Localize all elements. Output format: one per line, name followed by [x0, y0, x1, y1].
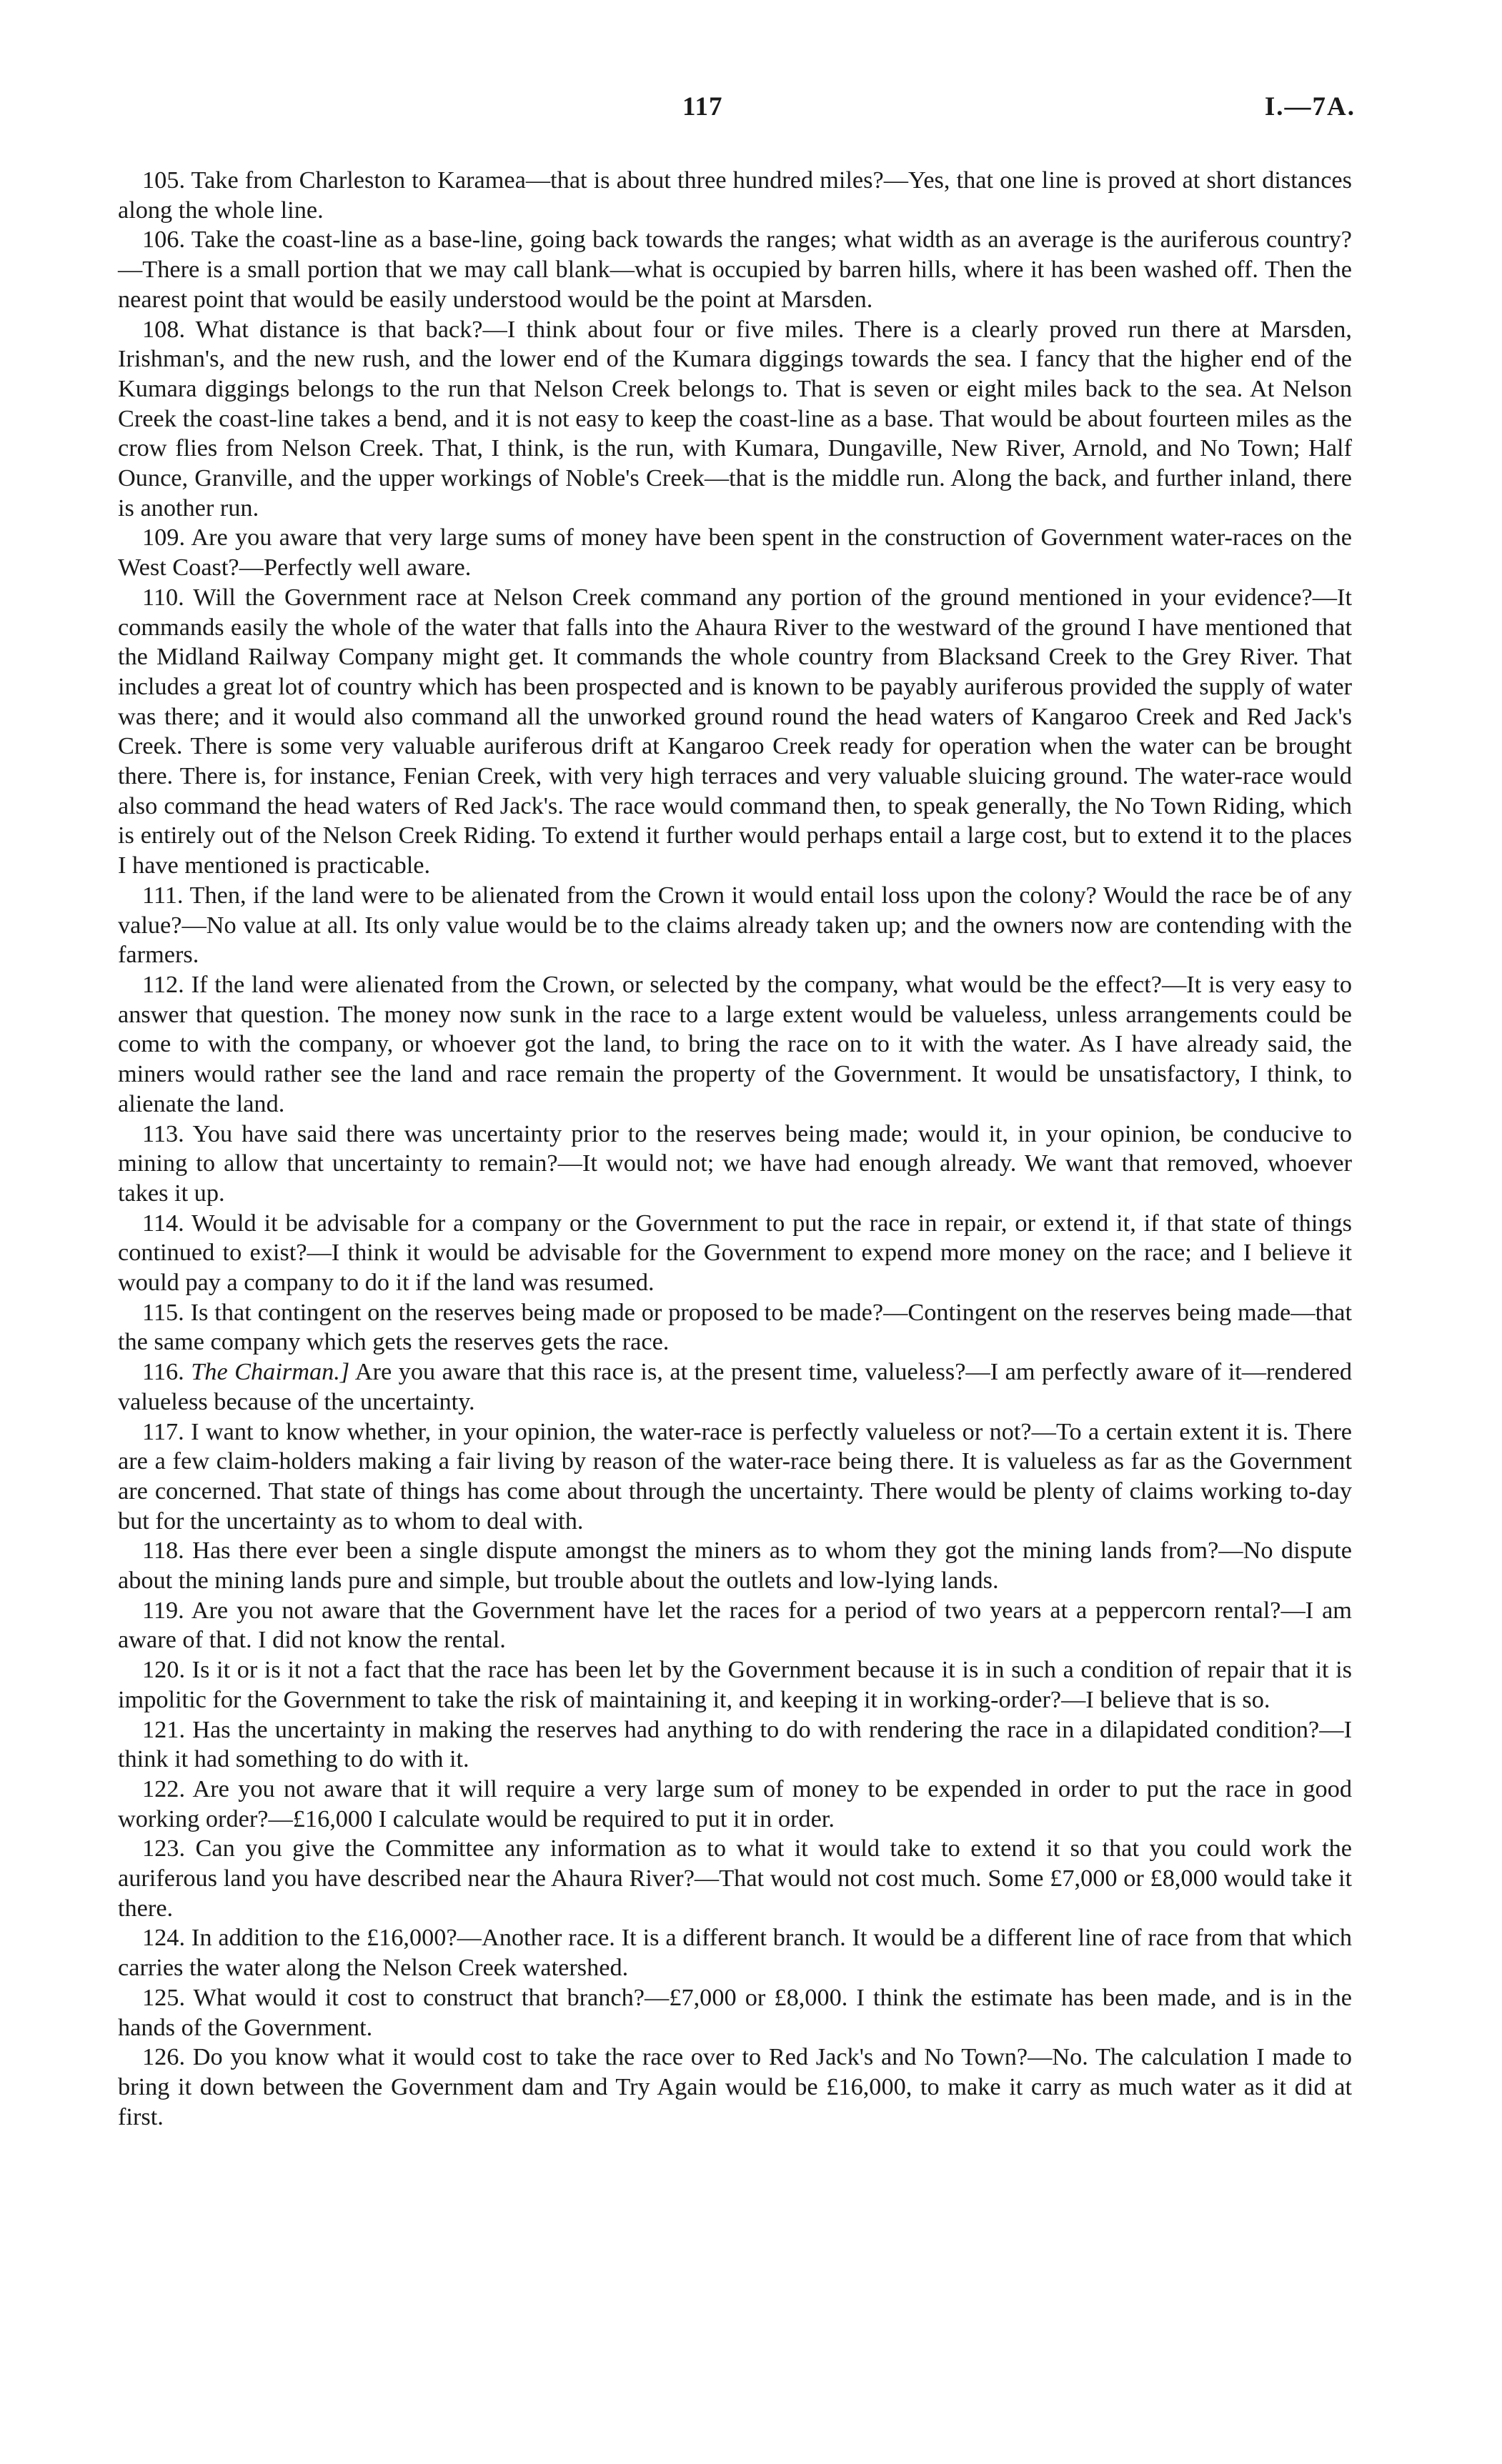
question-number: 125. [142, 1983, 186, 2011]
question-number: 124. [142, 1924, 186, 1952]
paragraph-text: Has the uncertainty in making the reserves had anything to do with rendering the race in a dilapidated condition?—I think it had something to do with it. [118, 1715, 1353, 1773]
paragraph-108 [118, 315, 1352, 524]
paragraph-text: Is that contingent on the reserves being made or proposed to be made?—Contingent on the reserves being made—that the same company which gets the reserves gets the race. [118, 1298, 1352, 1356]
paragraph-text: Will the Government race at Nelson Creek command any portion of the ground mentioned in your evidence?—It commands easily the whole of the water that falls into the Ahaura River to the westward of the ground I have mentioned that the Midland Railway Company might get. It commands the whole country from Blacksand Creek to the Grey River. That includes a great lot of country which has been prospected and is known to be payably auriferous provided the supply of water was there; and it would also command all the unworked ground round the head waters of Kangaroo Creek and Red Jack's Creek. There is some very valuable auriferous drift at Kangaroo Creek ready for operation when the water can be brought there. There is, for instance, Fenian Creek, with very high terraces and very valuable sluicing ground. The water-race would also command the head waters of Red Jack's. The race would command then, to speak generally, the No Town Riding, which is entirely out of the Nelson Creek Riding. To extend it further would perhaps entail a large cost, but to extend it to the places I have mentioned is practicable. [118, 583, 1352, 879]
paragraph-111 [118, 881, 1352, 970]
paragraph-110 [118, 583, 1352, 881]
paragraph-text: In addition to the £16,000?—Another race. It is a different branch. It would be a different line of race from that which carries the water along the Nelson Creek watershed. [118, 1924, 1353, 1982]
question-number: 105. [142, 166, 186, 194]
paragraph-text: Do you know what it would cost to take the race over to Red Jack's and No Town?—No. The calculation I made to bring it down between the Government dam and Try Again would be £16,000, to make it carry as much water as it did at first. [118, 2043, 1353, 2130]
question-number: 126. [142, 2043, 186, 2071]
question-number: 118. [142, 1537, 184, 1565]
question-number: 108. [142, 315, 186, 343]
paragraph-125 [118, 1983, 1352, 2042]
question-number: 114. [142, 1209, 184, 1237]
document-reference: I.—7A. [1264, 92, 1356, 121]
paragraph-text: Can you give the Committee any information as to what it would take to extend it so that you could work the auriferous land you have described near the Ahaura River?—That would not cost much. Some £7,000 or £8,000 would take it there. [118, 1835, 1352, 1922]
question-number: 111. [142, 881, 184, 909]
paragraph-text: Has there ever been a single dispute amongst the miners as to whom they got the mining lands from?—No dispute about the mining lands pure and simple, but trouble about the outlets and low-lying lands. [118, 1537, 1352, 1595]
paragraph-118 [118, 1536, 1352, 1595]
paragraph-text: I want to know whether, in your opinion, the water-race is perfectly valueless or not?—To a certain extent it is. There are a few claim-holders making a fair living by reason of the water-race being there. It is valueless as far as the Government are concerned. That state of things has come about through the uncertainty. There would be plenty of claims working to-day but for the uncertainty as to whom to deal with. [118, 1417, 1352, 1535]
paragraph-113 [118, 1119, 1352, 1209]
paragraph-text: If the land were alienated from the Crown, or selected by the company, what would be the effect?—It is very easy to answer that question. The money now sunk in the race to a large extent would be valueless, unless arrangements could be come to with the company, or whoever got the land, to bring the race on to it with the water. As I have already said, the miners would rather see the land and race remain the property of the Government. It would be unsatisfactory, I think, to alienate the land. [118, 970, 1352, 1117]
evidence-text [118, 166, 1352, 2132]
paragraph-115 [118, 1298, 1352, 1357]
paragraph-text: Take from Charleston to Karamea—that is about three hundred miles?—Yes, that one line is proved at short distances along the whole line. [118, 166, 1352, 224]
question-number: 110. [142, 583, 184, 611]
question-number: 113. [142, 1119, 184, 1147]
speaker-label: The Chairman.] [191, 1358, 350, 1386]
paragraph-text: Are you not aware that the Government have let the races for a period of two years at a peppercorn rental?—I am aware of that. I did not know the rental. [118, 1596, 1352, 1654]
paragraph-text: Then, if the land were to be alienated from the Crown it would entail loss upon the colony? Would the race be of any value?—No value at all. Its only value would be to the claims already taken up; and the owners now are contending with the farmers. [118, 881, 1352, 969]
paragraph-123 [118, 1834, 1352, 1923]
question-number: 121. [142, 1715, 186, 1743]
question-number: 120. [142, 1656, 186, 1684]
paragraph-124 [118, 1923, 1352, 1982]
question-number: 116. [142, 1358, 184, 1386]
paragraph-117 [118, 1417, 1352, 1537]
question-number: 117. [142, 1417, 184, 1445]
paragraph-text: What distance is that back?—I think about four or five miles. There is a clearly proved run there at Marsden, Irishman's, and the new rush, and the lower end of the Kumara diggings towards the sea. I fancy that the higher end of the Kumara diggings belongs to the run that Nelson Creek belongs to. That is seven or eight miles back to the sea. At Nelson Creek the coast-line takes a bend, and it is not easy to keep the coast-line as a base. That would be about fourteen miles as the crow flies from Nelson Creek. That, I think, is the run, with Kumara, Dungaville, New River, Arnold, and No Town; Half Ounce, Granville, and the upper workings of Noble's Creek—that is the middle run. Along the back, and further inland, there is another run. [118, 315, 1352, 522]
question-number: 106. [142, 226, 186, 254]
paragraph-text: What would it cost to construct that branch?—£7,000 or £8,000. I think the estimate has been made, and is in the hands of the Government. [118, 1983, 1352, 2041]
paragraph-text: Are you aware that very large sums of money have been spent in the construction of Government water-races on the West Coast?—Perfectly well aware. [118, 524, 1352, 582]
paragraph-120 [118, 1655, 1352, 1715]
question-number: 112. [142, 970, 184, 998]
paragraph-121 [118, 1715, 1352, 1775]
paragraph-105 [118, 166, 1352, 225]
paragraph-text: Are you aware that this race is, at the present time, valueless?—I am perfectly aware of it—rendered valueless because of the uncertainty. [118, 1358, 1353, 1415]
question-number: 122. [142, 1775, 186, 1802]
paragraph-text: Take the coast-line as a base-line, going back towards the ranges; what width as an average is the auriferous country?—There is a small portion that we may call blank—what is occupied by barren hills, where it has been washed off. Then the nearest point that would be easily understood would be the point at Marsden. [118, 226, 1352, 313]
paragraph-text: You have said there was uncertainty prior to the reserves being made; would it, in your opinion, be conducive to mining to allow that uncertainty to remain?—It would not; we have had enough already. We want that removed, whoever takes it up. [118, 1119, 1352, 1207]
paragraph-text: Are you not aware that it will require a very large sum of money to be expended in order to put the race in good working order?—£16,000 I calculate would be required to put it in order. [118, 1775, 1352, 1832]
paragraph-122 [118, 1775, 1352, 1834]
paragraph-112 [118, 970, 1352, 1119]
question-number: 119. [142, 1596, 184, 1624]
question-number: 123. [142, 1835, 186, 1862]
paragraph-119 [118, 1596, 1352, 1655]
paragraph-109 [118, 523, 1352, 582]
paragraph-114 [118, 1209, 1352, 1298]
page-header [0, 91, 1502, 134]
question-number: 115. [142, 1298, 184, 1326]
paragraph-text: Would it be advisable for a company or the Government to put the race in repair, or extend it, if that state of things continued to exist?—I think it would be advisable for the Government to expend more money on the race; and I believe it would pay a company to do it if the land was resumed. [118, 1209, 1352, 1297]
question-number: 109. [142, 524, 186, 552]
page-number: 117 [682, 92, 723, 121]
paragraph-text: Is it or is it not a fact that the race has been let by the Government because it is in such a condition of repair that it is impolitic for the Government to take the risk of maintaining it, and keeping it in working-order?—I believe that is so. [118, 1656, 1353, 1713]
paragraph-126 [118, 2042, 1352, 2132]
paragraph-116 [118, 1357, 1352, 1417]
paragraph-106 [118, 225, 1352, 314]
